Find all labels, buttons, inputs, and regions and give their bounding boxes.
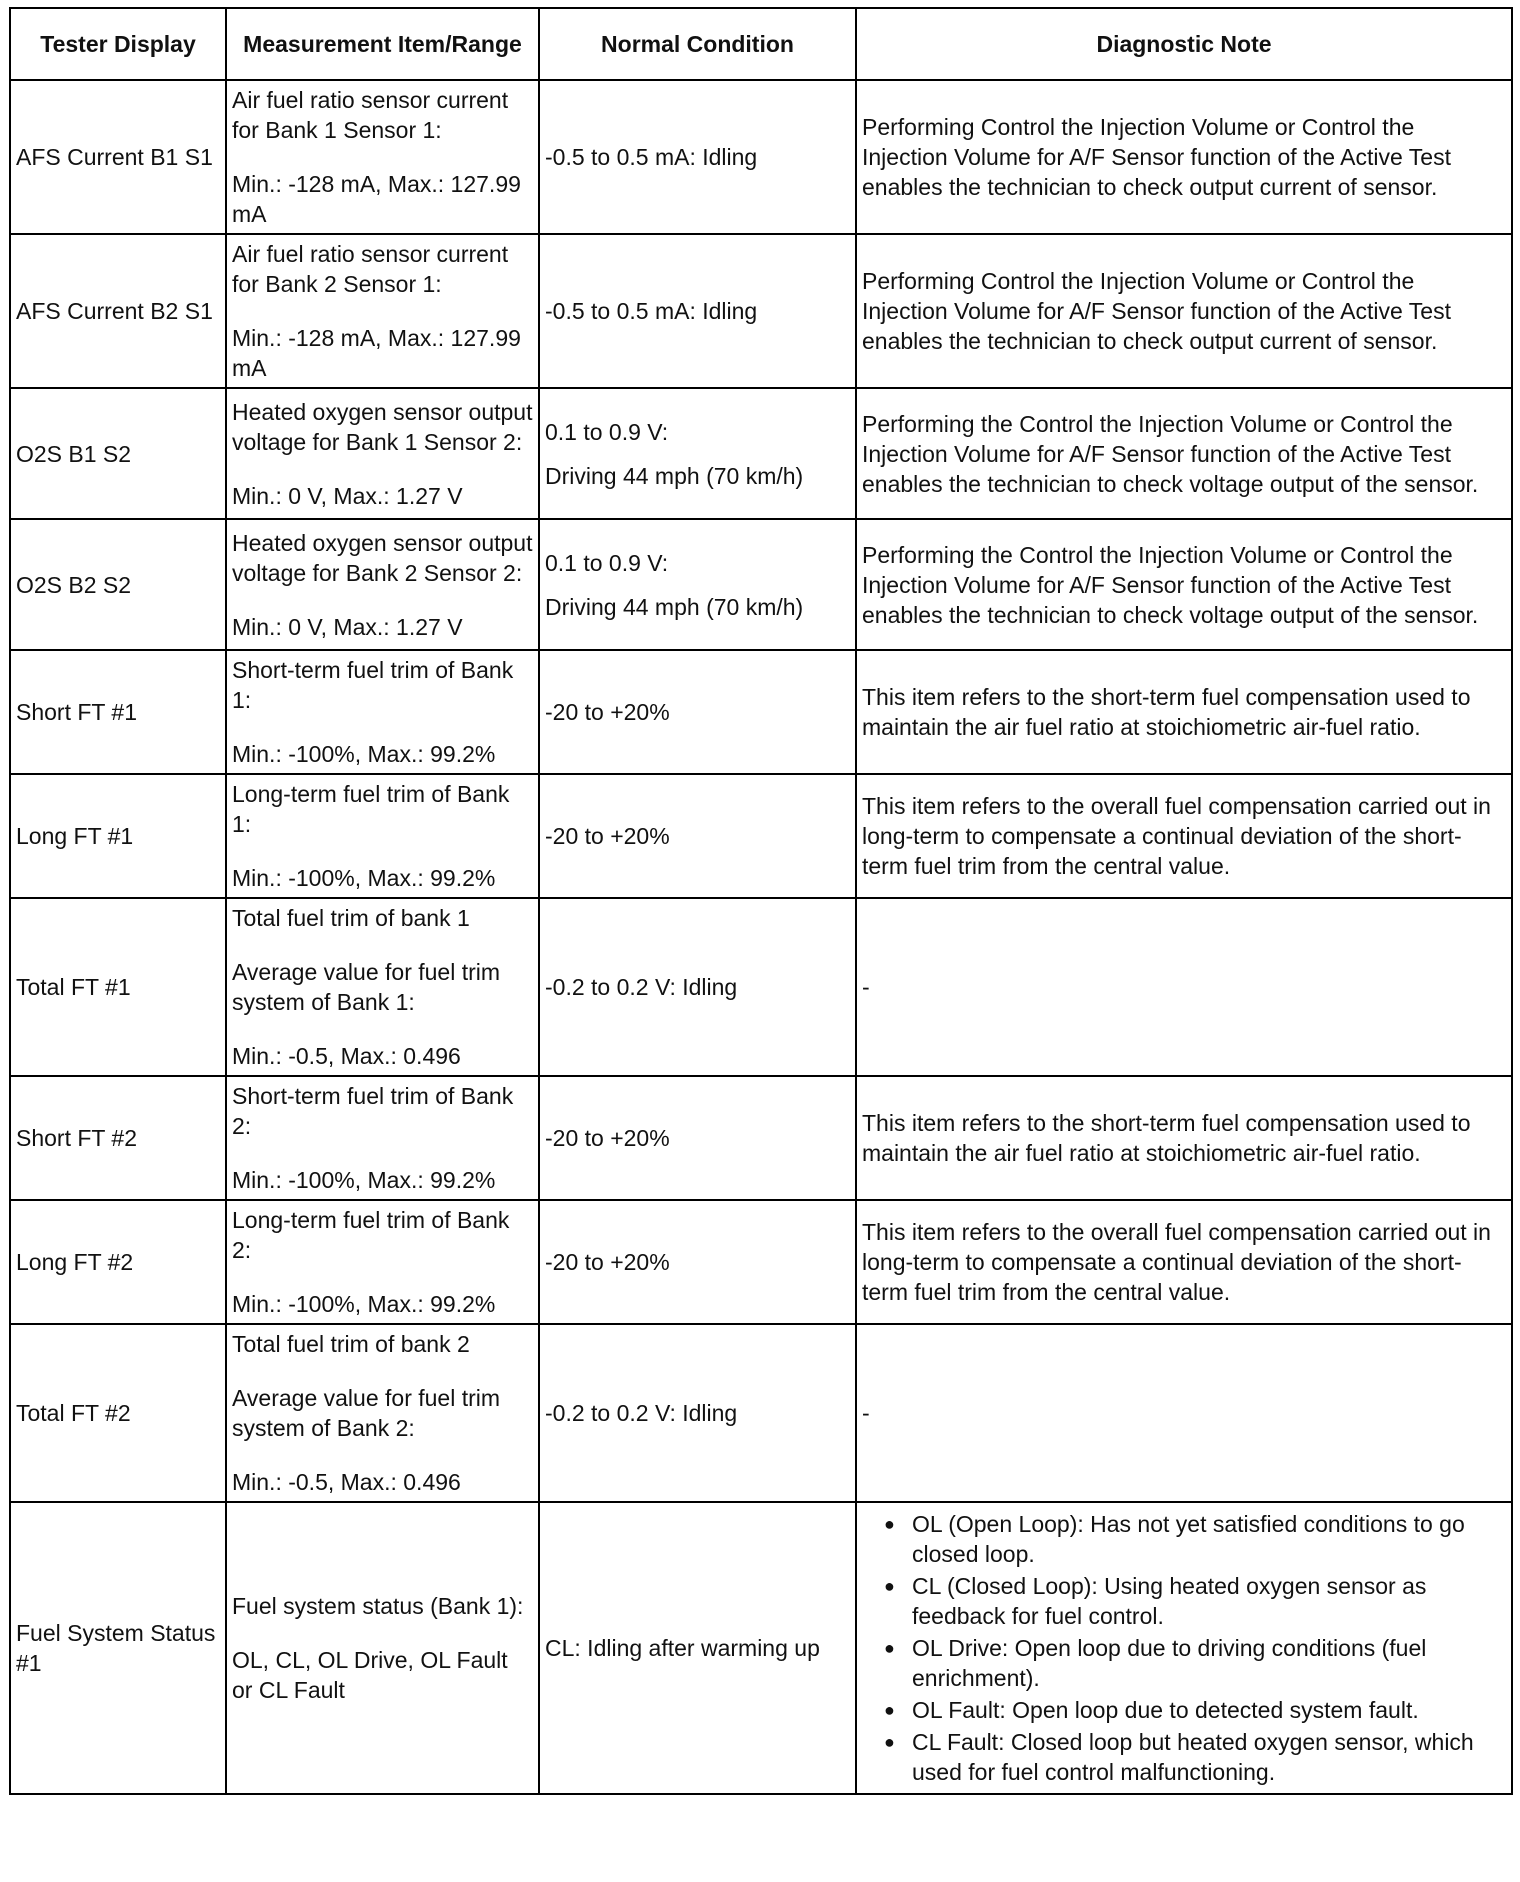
table-row <box>10 80 1512 234</box>
diagnostic-note-text: - <box>862 974 870 1000</box>
tester-display-cell: Short FT #1 <box>10 650 226 774</box>
measurement-item-cell <box>226 1502 539 1794</box>
normal-condition-cell <box>539 80 856 234</box>
normal-condition-cell <box>539 898 856 1076</box>
diagnostic-note-text: - <box>862 1400 870 1426</box>
normal-condition-text: CL: Idling after warming up <box>545 1635 820 1661</box>
diagnostic-note-list <box>862 1509 1506 1787</box>
measurement-item-text: Min.: -100%, Max.: 99.2% <box>232 1167 496 1193</box>
measurement-item-text: Total fuel trim of bank 2 <box>232 1331 470 1357</box>
tester-display-cell: Long FT #1 <box>10 774 226 898</box>
measurement-item-cell <box>226 388 539 519</box>
header-tester-display: Tester Display <box>10 8 226 80</box>
measurement-item-text: Min.: 0 V, Max.: 1.27 V <box>232 613 463 640</box>
diagnostic-note-cell <box>856 898 1512 1076</box>
diagnostic-note-text: Performing Control the Injection Volume or Control the Injection Volume for A/F Sensor function of the Active Test enables the technician to check output current of sensor. <box>862 268 1451 354</box>
data-list-table <box>9 7 1513 1795</box>
tester-display-cell: Fuel System Status #1 <box>10 1502 226 1794</box>
diagnostic-note-cell <box>856 234 1512 388</box>
list-item: ● CL Fault: Closed loop but heated oxygen sensor, which used for fuel control malfunctioning. <box>862 1727 1506 1787</box>
list-item: ● OL Drive: Open loop due to driving conditions (fuel enrichment). <box>862 1633 1506 1693</box>
measurement-item-cell <box>226 650 539 774</box>
table-row <box>10 898 1512 1076</box>
diagnostic-note-text: This item refers to the overall fuel compensation carried out in long-term to compensate a continual deviation of the short-term fuel trim from the central value. <box>862 1219 1491 1305</box>
normal-condition-text: -0.2 to 0.2 V: Idling <box>545 1400 738 1426</box>
list-item: ● CL (Closed Loop): Using heated oxygen sensor as feedback for fuel control. <box>862 1571 1506 1631</box>
measurement-item-text: Heated oxygen sensor output voltage for Bank 2 Sensor 2: <box>232 529 533 586</box>
diagnostic-note-cell <box>856 1324 1512 1502</box>
normal-condition-text: Driving 44 mph (70 km/h) <box>545 462 804 489</box>
normal-condition-cell <box>539 519 856 650</box>
diagnostic-note-cell <box>856 1502 1512 1794</box>
diagnostic-note-cell <box>856 388 1512 519</box>
measurement-item-text: Min.: 0 V, Max.: 1.27 V <box>232 482 463 509</box>
normal-condition-cell <box>539 1076 856 1200</box>
normal-condition-text: -0.2 to 0.2 V: Idling <box>545 974 738 1000</box>
header-normal-condition: Normal Condition <box>539 8 856 80</box>
diagnostic-note-cell <box>856 650 1512 774</box>
measurement-item-text: Average value for fuel trim system of Bank 1: <box>232 959 501 1015</box>
table-body <box>10 80 1512 1794</box>
diagnostic-note-cell <box>856 774 1512 898</box>
measurement-item-text: Long-term fuel trim of Bank 2: <box>232 1207 510 1263</box>
tester-display-cell: Long FT #2 <box>10 1200 226 1324</box>
normal-condition-text: 0.1 to 0.9 V: <box>545 418 669 445</box>
list-item: ● OL Fault: Open loop due to detected system fault. <box>862 1695 1506 1725</box>
diagnostic-note-text: This item refers to the overall fuel compensation carried out in long-term to compensate a continual deviation of the short-term fuel trim from the central value. <box>862 793 1491 879</box>
normal-condition-text: Driving 44 mph (70 km/h) <box>545 593 804 620</box>
normal-condition-cell <box>539 650 856 774</box>
tester-display-cell: O2S B2 S2 <box>10 519 226 650</box>
diagnostic-note-text: Performing Control the Injection Volume or Control the Injection Volume for A/F Sensor function of the Active Test enables the technician to check output current of sensor. <box>862 114 1451 200</box>
header-diagnostic-note: Diagnostic Note <box>856 8 1512 80</box>
table-row <box>10 650 1512 774</box>
normal-condition-text: -0.5 to 0.5 mA: Idling <box>545 144 758 170</box>
measurement-item-text: Short-term fuel trim of Bank 2: <box>232 1083 514 1139</box>
diagnostic-note-cell <box>856 519 1512 650</box>
normal-condition-cell <box>539 1200 856 1324</box>
table-row <box>10 1200 1512 1324</box>
measurement-item-cell <box>226 234 539 388</box>
measurement-item-text: Min.: -0.5, Max.: 0.496 <box>232 1043 461 1069</box>
tester-display-cell: Total FT #1 <box>10 898 226 1076</box>
diagnostic-note-text: This item refers to the short-term fuel compensation used to maintain the air fuel ratio at stoichiometric air-fuel ratio. <box>862 1110 1471 1166</box>
measurement-item-text: Heated oxygen sensor output voltage for Bank 1 Sensor 2: <box>232 398 533 455</box>
tester-display-cell: AFS Current B2 S1 <box>10 234 226 388</box>
table-row <box>10 1076 1512 1200</box>
measurement-item-cell <box>226 519 539 650</box>
measurement-item-text: Air fuel ratio sensor current for Bank 1 Sensor 1: <box>232 87 509 143</box>
measurement-item-text: Min.: -128 mA, Max.: 127.99 mA <box>232 171 521 227</box>
diagnostic-note-cell <box>856 80 1512 234</box>
diagnostic-note-text: Performing the Control the Injection Volume or Control the Injection Volume for A/F Sensor function of the Active Test enables the technician to check voltage output of the sensor. <box>862 410 1479 497</box>
measurement-item-text: Air fuel ratio sensor current for Bank 2 Sensor 1: <box>232 241 509 297</box>
diagnostic-note-text: Performing the Control the Injection Volume or Control the Injection Volume for A/F Sensor function of the Active Test enables the technician to check voltage output of the sensor. <box>862 541 1479 628</box>
measurement-item-cell <box>226 1200 539 1324</box>
tester-display-cell: Short FT #2 <box>10 1076 226 1200</box>
measurement-item-text: Min.: -0.5, Max.: 0.496 <box>232 1469 461 1495</box>
tester-display-cell: O2S B1 S2 <box>10 388 226 519</box>
measurement-item-text: Min.: -100%, Max.: 99.2% <box>232 741 496 767</box>
normal-condition-text: -20 to +20% <box>545 699 670 725</box>
measurement-item-text: OL, CL, OL Drive, OL Fault or CL Fault <box>232 1647 508 1703</box>
measurement-item-cell <box>226 80 539 234</box>
list-item: ● OL (Open Loop): Has not yet satisfied conditions to go closed loop. <box>862 1509 1506 1569</box>
normal-condition-text: -0.5 to 0.5 mA: Idling <box>545 298 758 324</box>
table-row <box>10 774 1512 898</box>
diagnostic-note-cell <box>856 1076 1512 1200</box>
normal-condition-text: 0.1 to 0.9 V: <box>545 549 669 576</box>
table-row <box>10 388 1512 519</box>
measurement-item-text: Min.: -128 mA, Max.: 127.99 mA <box>232 325 521 381</box>
table-row <box>10 519 1512 650</box>
normal-condition-cell <box>539 234 856 388</box>
measurement-item-text: Total fuel trim of bank 1 <box>232 905 470 931</box>
normal-condition-cell <box>539 1502 856 1794</box>
tester-display-cell: AFS Current B1 S1 <box>10 80 226 234</box>
measurement-item-text: Long-term fuel trim of Bank 1: <box>232 781 510 837</box>
measurement-item-text: Average value for fuel trim system of Bank 2: <box>232 1385 501 1441</box>
measurement-item-text: Min.: -100%, Max.: 99.2% <box>232 1291 496 1317</box>
measurement-item-cell <box>226 1324 539 1502</box>
header-row <box>10 8 1512 80</box>
normal-condition-text: -20 to +20% <box>545 1125 670 1151</box>
tester-display-cell: Total FT #2 <box>10 1324 226 1502</box>
diagnostic-note-text: This item refers to the short-term fuel compensation used to maintain the air fuel ratio at stoichiometric air-fuel ratio. <box>862 684 1471 740</box>
table-row <box>10 1324 1512 1502</box>
measurement-item-cell <box>226 774 539 898</box>
measurement-item-cell <box>226 1076 539 1200</box>
data-list-table-container <box>9 7 1511 1795</box>
measurement-item-text: Short-term fuel trim of Bank 1: <box>232 657 514 713</box>
table-row <box>10 234 1512 388</box>
measurement-item-cell <box>226 898 539 1076</box>
header-measurement-item: Measurement Item/Range <box>226 8 539 80</box>
normal-condition-cell <box>539 1324 856 1502</box>
measurement-item-text: Fuel system status (Bank 1): <box>232 1593 524 1619</box>
measurement-item-text: Min.: -100%, Max.: 99.2% <box>232 865 496 891</box>
table-row <box>10 1502 1512 1794</box>
normal-condition-cell <box>539 774 856 898</box>
normal-condition-text: -20 to +20% <box>545 1249 670 1275</box>
normal-condition-text: -20 to +20% <box>545 823 670 849</box>
diagnostic-note-cell <box>856 1200 1512 1324</box>
normal-condition-cell <box>539 388 856 519</box>
